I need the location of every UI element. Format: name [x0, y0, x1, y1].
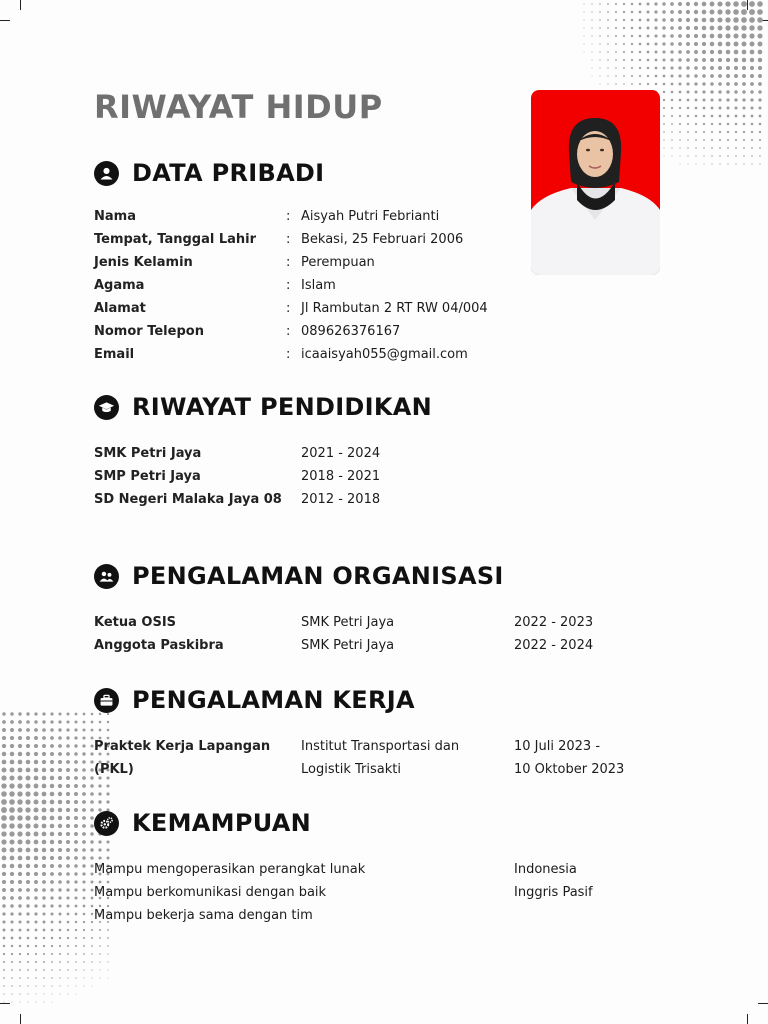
personal-row	[0, 320, 768, 343]
field-value: Islam	[301, 278, 336, 293]
school-name: SD Negeri Malaka Jaya 08	[94, 492, 282, 507]
user-icon	[94, 161, 119, 186]
section-title: DATA PRIBADI	[132, 159, 325, 187]
colon-separator: :	[286, 278, 291, 293]
section-personal-heading	[94, 158, 324, 188]
graduation-cap-icon	[94, 395, 119, 420]
work-place: Institut Transportasi dan	[301, 739, 460, 754]
education-row	[0, 442, 768, 465]
colon-separator: :	[286, 347, 291, 362]
crop-mark	[758, 1003, 768, 1004]
colon-separator: :	[286, 255, 291, 270]
skill-item: Mampu mengoperasikan perangkat lunak	[94, 862, 366, 877]
org-name: SMK Petri Jaya	[301, 615, 395, 630]
work-role: (PKL)	[94, 762, 134, 777]
field-label: Email	[94, 347, 135, 362]
work-period: 10 Juli 2023 -	[514, 739, 601, 754]
colon-separator: :	[286, 209, 291, 224]
field-value: Bekasi, 25 Februari 2006	[301, 232, 464, 247]
colon-separator: :	[286, 324, 291, 339]
education-row	[0, 488, 768, 511]
personal-row	[0, 297, 768, 320]
education-row	[0, 465, 768, 488]
field-label: Agama	[94, 278, 145, 293]
personal-row	[0, 228, 768, 251]
gears-icon	[94, 811, 119, 836]
org-name: SMK Petri Jaya	[301, 638, 395, 653]
section-work-heading	[94, 685, 415, 715]
section-title: PENGALAMAN KERJA	[132, 686, 415, 714]
school-years: 2012 - 2018	[301, 492, 381, 507]
field-label: Tempat, Tanggal Lahir	[94, 232, 257, 247]
work-role: Praktek Kerja Lapangan	[94, 739, 271, 754]
org-role: Anggota Paskibra	[94, 638, 224, 653]
colon-separator: :	[286, 301, 291, 316]
field-value: 089626376167	[301, 324, 401, 339]
section-education-heading	[94, 392, 432, 422]
section-title: PENGALAMAN ORGANISASI	[132, 562, 504, 590]
colon-separator: :	[286, 232, 291, 247]
field-value: Perempuan	[301, 255, 375, 270]
field-value: Aisyah Putri Febrianti	[301, 209, 440, 224]
org-years: 2022 - 2023	[514, 615, 594, 630]
briefcase-icon	[94, 688, 119, 713]
personal-row	[0, 343, 768, 366]
field-label: Alamat	[94, 301, 146, 316]
group-icon	[94, 564, 119, 589]
work-row	[0, 758, 768, 781]
work-row	[0, 735, 768, 758]
language-item: Indonesia	[514, 862, 577, 877]
section-skills-heading	[94, 808, 311, 838]
section-organization-heading	[94, 561, 504, 591]
skills-row	[0, 881, 768, 904]
skills-row	[0, 858, 768, 881]
personal-row	[0, 251, 768, 274]
crop-mark	[747, 1014, 748, 1024]
field-value: Jl Rambutan 2 RT RW 04/004	[301, 301, 488, 316]
crop-mark	[20, 0, 21, 10]
crop-mark	[0, 20, 10, 21]
work-place: Logistik Trisakti	[301, 762, 401, 777]
field-label: Nomor Telepon	[94, 324, 204, 339]
work-period: 10 Oktober 2023	[514, 762, 625, 777]
school-years: 2021 - 2024	[301, 446, 381, 461]
skill-item: Mampu berkomunikasi dengan baik	[94, 885, 327, 900]
organization-row	[0, 611, 768, 634]
personal-row	[0, 205, 768, 228]
org-years: 2022 - 2024	[514, 638, 594, 653]
school-name: SMP Petri Jaya	[94, 469, 201, 484]
section-title: KEMAMPUAN	[132, 809, 312, 837]
skill-item: Mampu bekerja sama dengan tim	[94, 908, 313, 923]
field-label: Nama	[94, 209, 136, 224]
language-item: Inggris Pasif	[514, 885, 593, 900]
personal-row	[0, 274, 768, 297]
organization-row	[0, 634, 768, 657]
page-title: RIWAYAT HIDUP	[94, 88, 383, 126]
school-years: 2018 - 2021	[301, 469, 381, 484]
school-name: SMK Petri Jaya	[94, 446, 202, 461]
section-title: RIWAYAT PENDIDIKAN	[132, 393, 433, 421]
field-label: Jenis Kelamin	[94, 255, 193, 270]
skills-row	[0, 904, 768, 927]
field-value: icaaisyah055@gmail.com	[301, 347, 468, 362]
org-role: Ketua OSIS	[94, 615, 177, 630]
